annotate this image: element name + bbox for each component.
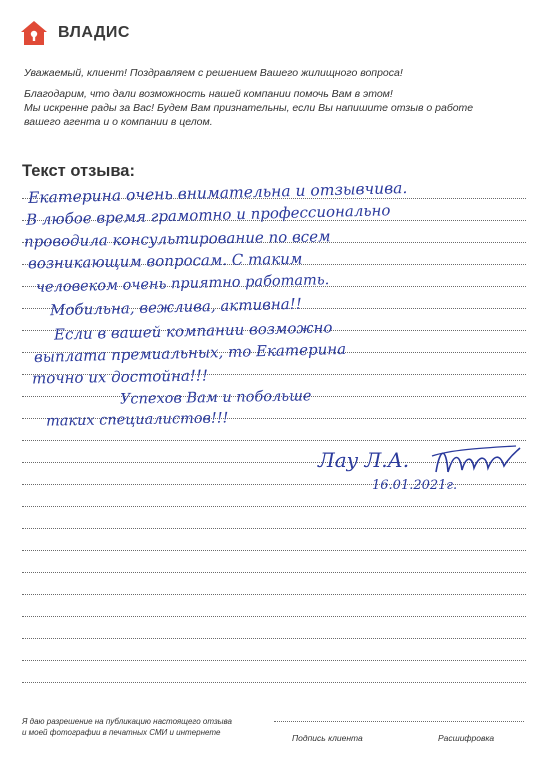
consent-line-1: Я даю разрешение на публикацию настоящего отзыва <box>22 717 232 726</box>
house-logo-icon <box>20 20 48 46</box>
ruled-line <box>22 616 526 617</box>
decoding-label: Расшифровка <box>438 733 495 743</box>
ruled-line <box>22 594 526 595</box>
review-line: Мобильна, вежлива, активна!! <box>49 294 302 320</box>
review-line: выплата премиальных, то Екатерина <box>33 339 347 367</box>
review-line: человеком очень приятно работать. <box>35 272 330 296</box>
ruled-line <box>22 572 526 573</box>
review-line: проводила консультирование по всем <box>23 227 331 251</box>
greeting-text: Уважаемый, клиент! Поздравляем с решением Вашего жилищного вопроса! <box>24 67 403 79</box>
ruled-line <box>22 638 526 639</box>
ruled-line <box>22 660 526 661</box>
ruled-line <box>22 506 526 507</box>
ruled-line <box>22 682 526 683</box>
intro-text <box>24 66 524 136</box>
review-line: точно их достойна!!! <box>31 366 209 388</box>
client-signature-name: Лау Л.А. <box>318 448 410 472</box>
review-line: Екатерина очень внимательна и отзывчива. <box>27 179 408 207</box>
brand-logo <box>20 20 130 46</box>
review-line: Успехов Вам и побольше <box>119 388 312 408</box>
review-line: таких специалистов!!! <box>45 410 229 430</box>
consent-line-2: и моей фотографии в печатных СМИ и интернете <box>22 728 221 737</box>
signature-line <box>274 721 524 722</box>
ruled-line <box>22 550 526 551</box>
review-title: Текст отзыва: <box>22 162 135 180</box>
brand-name: ВЛАДИС <box>58 24 130 41</box>
review-line: В любое время грамотно и профессионально <box>25 201 391 229</box>
ruled-line <box>22 528 526 529</box>
client-signature-label: Подпись клиента <box>292 733 363 743</box>
consent-note <box>22 716 262 738</box>
request-text-cont: вашего агента и о компании в целом. <box>24 116 213 128</box>
ruled-line <box>22 440 526 441</box>
review-line: Если в вашей компании возможно <box>53 318 333 344</box>
request-text: Мы искренне рады за Вас! Будем Вам признательны, если Вы напишите отзыв о работе <box>24 102 474 114</box>
review-date: 16.01.2021г. <box>372 478 458 493</box>
handwritten-signature-icon <box>430 442 522 482</box>
thanks-text: Благодарим, что дали возможность нашей компании помочь Вам в этом! <box>24 88 393 100</box>
review-line: возникающим вопросам. С таким <box>27 249 303 273</box>
